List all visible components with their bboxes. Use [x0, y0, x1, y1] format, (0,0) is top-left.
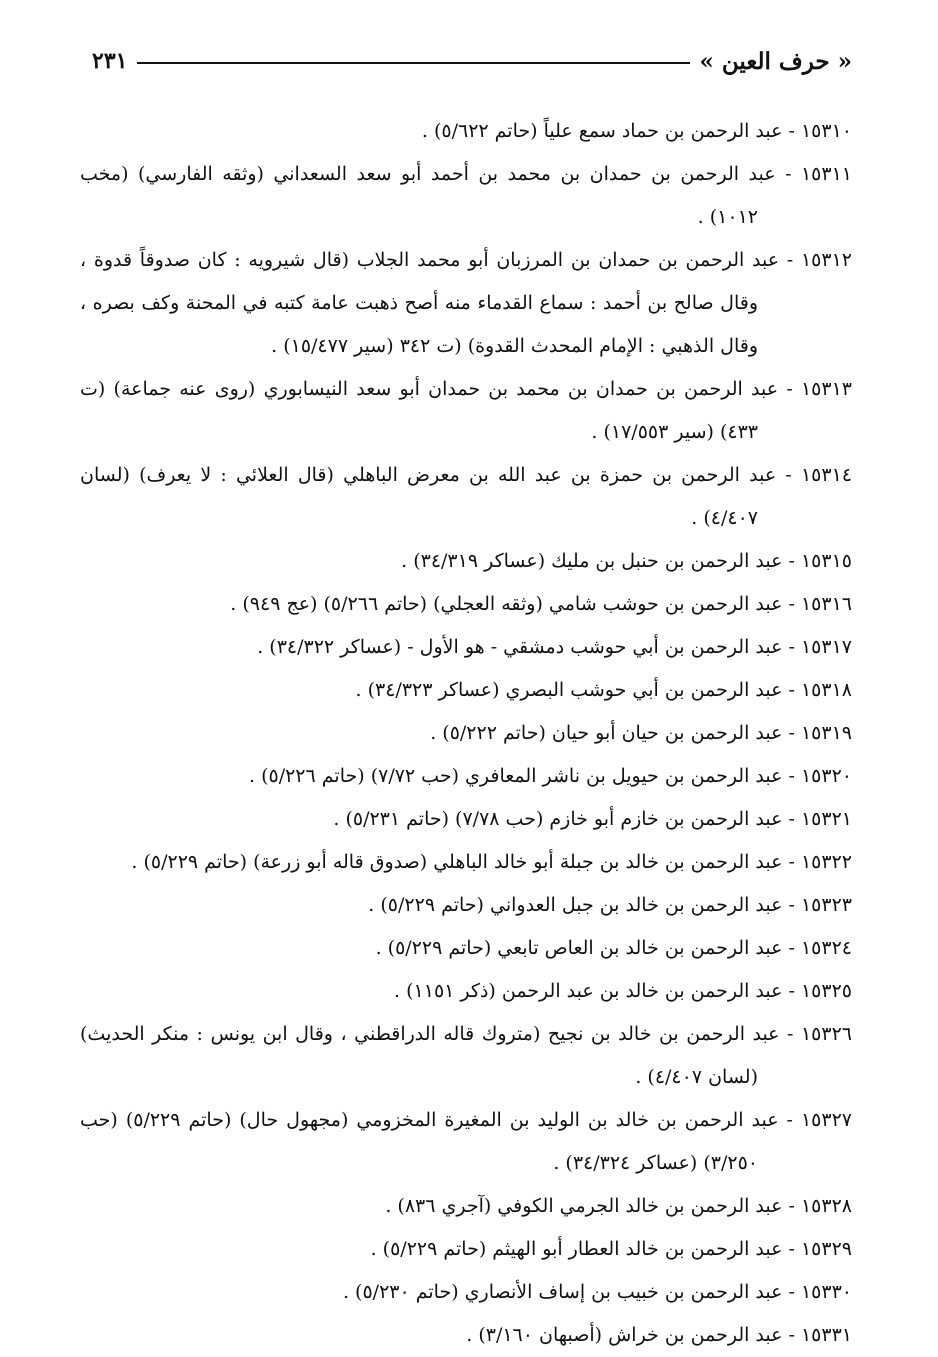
entry-15321: ١٥٣٢١ - عبد الرحمن بن خازم أبو خازم (حب ٧/٧٨) (حاتم ٥/٢٣١) .	[333, 808, 852, 830]
entry-15329: ١٥٣٢٩ - عبد الرحمن بن خالد العطار أبو الهيثم (حاتم ٥/٢٢٩) .	[370, 1238, 852, 1260]
entry-15320: ١٥٣٢٠ - عبد الرحمن بن حيويل بن ناشر المعافري (حب ٧/٧٢) (حاتم ٥/٢٢٦) .	[249, 765, 852, 787]
entry-15326: ١٥٣٢٦ - عبد الرحمن بن خالد بن نجيح (متروك قاله الدراقطني ، وقال ابن يونس : منكر الحديث) (لسان ٤/٤٠٧) .	[80, 1023, 852, 1088]
entry-15311: ١٥٣١١ - عبد الرحمن بن حمدان بن محمد بن أحمد أبو سعد السعداني (وثقه الفارسي) (مخب ١٠١٢) .	[80, 163, 852, 228]
page-header	[92, 44, 852, 78]
entry-15313: ١٥٣١٣ - عبد الرحمن بن حمدان بن محمد بن حمدان أبو سعد النيسابوري (روى عنه جماعة) (ت ٤٣٣) (سير ١٧/٥٥٣) .	[80, 378, 852, 443]
running-head: « حرف العين »	[699, 47, 852, 75]
entry-15314: ١٥٣١٤ - عبد الرحمن بن حمزة بن عبد الله بن معرض الباهلي (قال العلائي : لا يعرف) (لسان ٤/٤٠٧) .	[80, 464, 852, 529]
header-rule	[137, 62, 689, 64]
entry-15319: ١٥٣١٩ - عبد الرحمن بن حيان أبو حيان (حاتم ٥/٢٢٢) .	[430, 722, 852, 744]
entry-15318: ١٥٣١٨ - عبد الرحمن بن أبي حوشب البصري (عساكر ٣٤/٣٢٣) .	[355, 679, 852, 701]
entry-15325: ١٥٣٢٥ - عبد الرحمن بن خالد بن عبد الرحمن (ذكر ١١٥١) .	[394, 980, 852, 1002]
entry-15330: ١٥٣٣٠ - عبد الرحمن بن خبيب بن إساف الأنصاري (حاتم ٥/٢٣٠) .	[342, 1281, 852, 1303]
entry-list	[80, 110, 852, 1357]
entry-15312: ١٥٣١٢ - عبد الرحمن بن حمدان بن المرزبان أبو محمد الجلاب (قال شيرويه : كان صدوقاً قدوة ، وقال صالح بن أحمد : سماع القدماء منه أصح ذهبت عامة كتبه في المحنة وكف بصره ، وقال الذهبي : الإمام المحدث القدوة) (ت ٣٤٢ (سير ١٥/٤٧٧) .	[80, 249, 852, 357]
entry-15322: ١٥٣٢٢ - عبد الرحمن بن خالد بن جبلة أبو خالد الباهلي (صدوق قاله أبو زرعة) (حاتم ٥/٢٢٩) .	[131, 851, 852, 873]
entry-15327: ١٥٣٢٧ - عبد الرحمن بن خالد بن الوليد بن المغيرة المخزومي (مجهول حال) (حاتم ٥/٢٢٩) (حب ٣/٢٥٠) (عساكر ٣٤/٣٢٤) .	[80, 1109, 852, 1174]
page-number: ٢٣١	[92, 48, 128, 74]
entry-15328: ١٥٣٢٨ - عبد الرحمن بن خالد الجرمي الكوفي (آجري ٨٣٦) .	[385, 1195, 852, 1217]
entry-15315: ١٥٣١٥ - عبد الرحمن بن حنبل بن مليك (عساكر ٣٤/٣١٩) .	[401, 550, 852, 572]
entry-15310: ١٥٣١٠ - عبد الرحمن بن حماد سمع علياً (حاتم ٥/٦٢٢) .	[421, 120, 852, 142]
entry-15324: ١٥٣٢٤ - عبد الرحمن بن خالد بن العاص تابعي (حاتم ٥/٢٢٩) .	[375, 937, 852, 959]
entry-15331: ١٥٣٣١ - عبد الرحمن بن خراش (أصبهان ٣/١٦٠) .	[466, 1324, 852, 1346]
entry-15317: ١٥٣١٧ - عبد الرحمن بن أبي حوشب دمشقي - هو الأول - (عساكر ٣٤/٣٢٢) .	[257, 636, 852, 658]
entry-15323: ١٥٣٢٣ - عبد الرحمن بن خالد بن جبل العدواني (حاتم ٥/٢٢٩) .	[368, 894, 852, 916]
entry-15316: ١٥٣١٦ - عبد الرحمن بن حوشب شامي (وثقه العجلي) (حاتم ٥/٢٦٦) (عج ٩٤٩) .	[230, 593, 852, 615]
